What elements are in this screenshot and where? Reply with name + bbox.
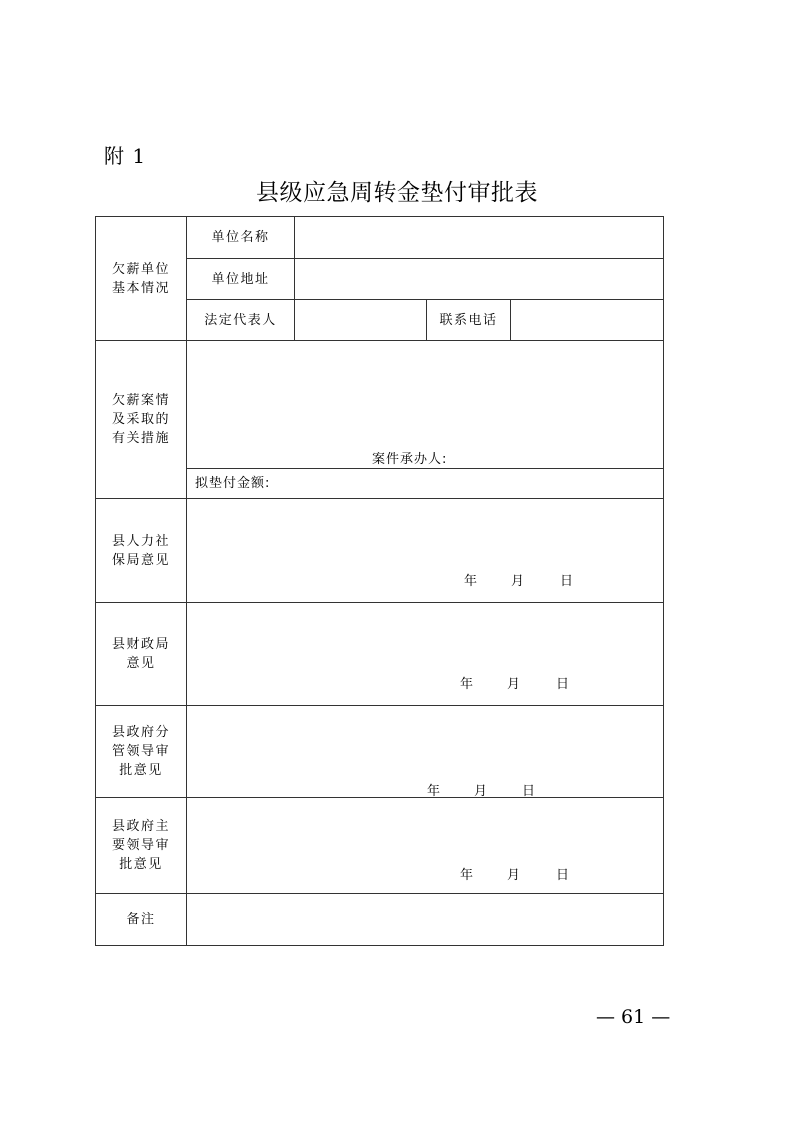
attachment-label: 附 1: [104, 144, 147, 168]
case-header: 欠薪案情及采取的有关措施: [111, 393, 170, 446]
gov-deputy-date-day: 日: [522, 784, 536, 799]
gov-main-date-month: 月: [507, 868, 521, 883]
gov-deputy-date-year: 年: [427, 784, 441, 799]
remarks-field[interactable]: [187, 894, 663, 945]
case-handler-label: 案件承办人:: [372, 452, 448, 467]
hr-bureau-header-cell: [96, 499, 186, 602]
hr-bureau-header: 县人力社保局意见: [111, 533, 170, 568]
gov-main-date-day: 日: [556, 868, 570, 883]
hr-date-day: 日: [560, 574, 574, 589]
hr-date-month: 月: [511, 574, 525, 589]
finance-bureau-header: 县财政局意见: [111, 637, 170, 671]
unit-name-label: 单位名称: [211, 230, 270, 245]
unit-address-label: 单位地址: [211, 271, 270, 287]
finance-date-day: 日: [556, 677, 570, 692]
legal-rep-label: 法定代表人: [204, 312, 277, 328]
finance-bureau-header-cell: [96, 603, 186, 705]
finance-date-month: 月: [507, 677, 521, 692]
hr-date-year: 年: [464, 574, 478, 589]
gov-main-header: 县政府主要领导审批意见: [111, 819, 170, 872]
remarks-header-cell: [96, 894, 186, 945]
unit-name-label-cell: [187, 217, 294, 258]
finance-date-year: 年: [460, 677, 474, 692]
unit-address-label-cell: [187, 259, 294, 299]
unit-name-field[interactable]: [295, 217, 663, 258]
phone-field[interactable]: [511, 300, 663, 340]
gov-deputy-header-cell: [96, 706, 186, 797]
page-number: — 61 —: [596, 1006, 671, 1028]
basic-info-header: 欠薪单位基本情况: [111, 261, 170, 296]
legal-rep-label-cell: [187, 300, 294, 340]
gov-main-date-year: 年: [460, 868, 474, 883]
basic-info-header-cell: [96, 217, 186, 340]
phone-label: 联系电话: [439, 312, 498, 328]
gov-deputy-date-month: 月: [474, 784, 488, 799]
gov-main-header-cell: [96, 798, 186, 893]
phone-label-cell: [427, 300, 510, 340]
form-title: 县级应急周转金垫付审批表: [256, 180, 538, 206]
case-header-cell: [96, 341, 186, 498]
unit-address-field[interactable]: [295, 259, 663, 299]
payment-amount-label: 拟垫付金额:: [195, 476, 271, 491]
remarks-header: 备注: [126, 912, 156, 927]
legal-rep-field[interactable]: [295, 300, 426, 340]
gov-deputy-header: 县政府分管领导审批意见: [111, 725, 170, 778]
